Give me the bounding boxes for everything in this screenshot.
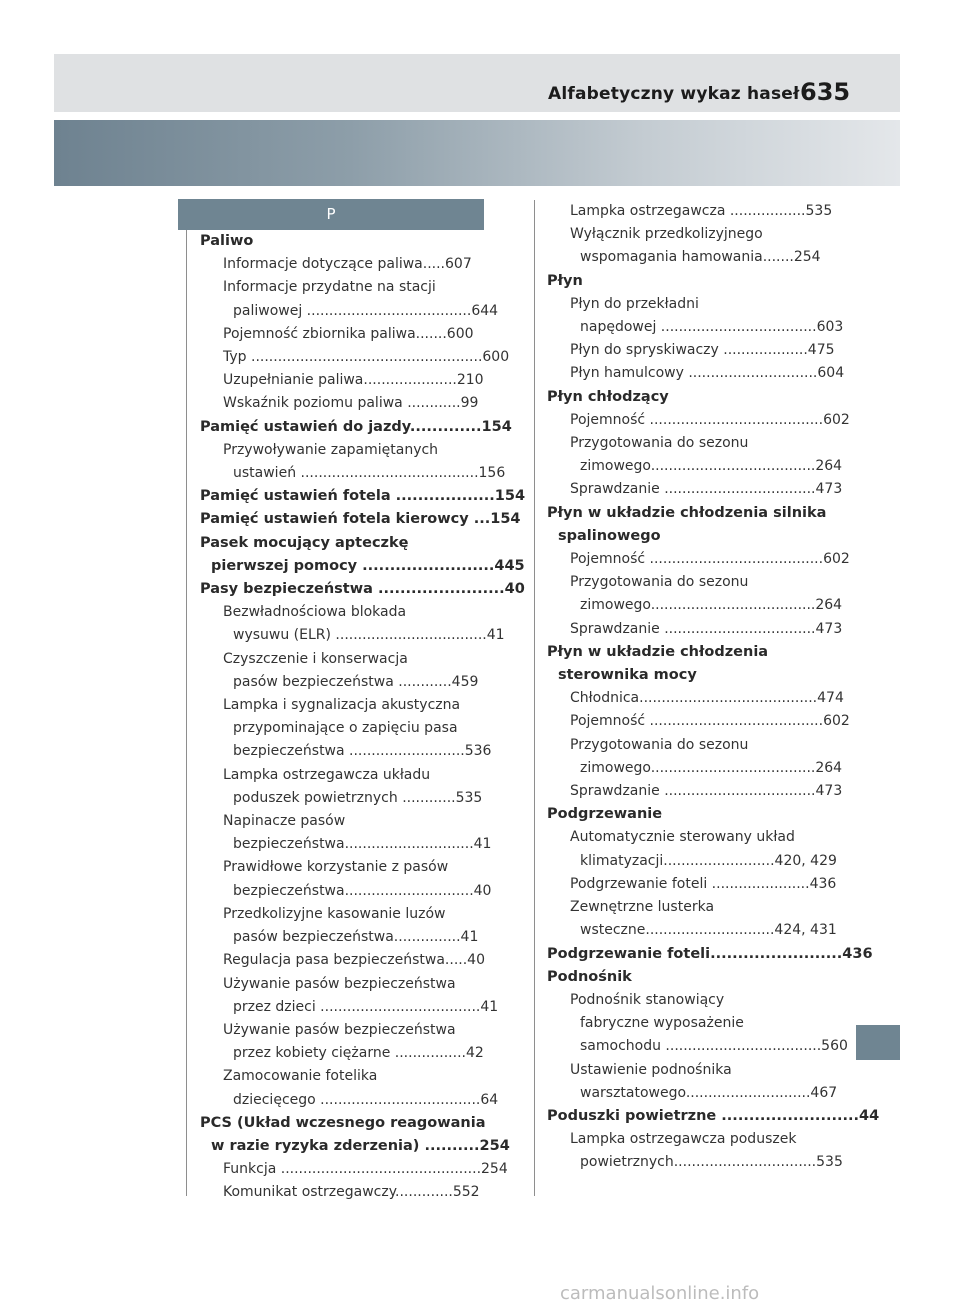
index-entry-main: Pamięć ustawień fotela kierowcy ...154 xyxy=(200,511,521,528)
index-entry-sub: Płyn hamulcowy .............................604 xyxy=(570,365,845,382)
index-entry-main: Podgrzewanie foteli........................436 xyxy=(547,945,873,962)
index-entry-sub: Przygotowania do sezonu xyxy=(570,736,749,753)
index-entry-sub: Pojemność .......................................602 xyxy=(570,411,850,428)
index-entry-sub: Prawidłowe korzystanie z pasów xyxy=(223,859,449,876)
index-entry-sub: Sprawdzanie ..................................473 xyxy=(570,783,843,800)
index-entry-sub: Czyszczenie i konserwacja xyxy=(223,650,408,667)
page-header-title: Alfabetyczny wykaz haseł xyxy=(548,84,800,104)
index-entry-sub: Pojemność zbiornika paliwa.......600 xyxy=(223,325,474,342)
index-entry-sub: dziecięcego ....................................64 xyxy=(233,1091,499,1108)
index-entry-main: Poduszki powietrzne .........................44 xyxy=(547,1107,880,1124)
index-entry-sub: Chłodnica........................................474 xyxy=(570,690,844,707)
index-entry-sub: Zewnętrzne lusterka xyxy=(570,899,715,916)
index-entry-main: Pamięć ustawień fotela ..................154 xyxy=(200,488,526,505)
index-entry-sub: przypominające o zapięciu pasa xyxy=(233,720,458,737)
index-entry-sub: Używanie pasów bezpieczeństwa xyxy=(223,1021,456,1038)
index-entry-main: w razie ryzyka zderzenia) ..........254 xyxy=(211,1137,510,1154)
right-column-rule xyxy=(534,200,535,1196)
index-entry-sub: zimowego.....................................264 xyxy=(580,597,843,614)
index-entry-sub: poduszek powietrznych ............535 xyxy=(233,789,483,806)
index-entry-sub: wspomagania hamowania.......254 xyxy=(580,249,821,266)
index-entry-sub: Przygotowania do sezonu xyxy=(570,435,749,452)
index-entry-sub: wysuwu (ELR) ..................................41 xyxy=(233,627,505,644)
index-entry-main: Pasy bezpieczeństwa .......................40 xyxy=(200,581,525,598)
index-entry-sub: Sprawdzanie ..................................473 xyxy=(570,481,843,498)
index-entry-sub: zimowego.....................................264 xyxy=(580,458,843,475)
index-entry-sub: Komunikat ostrzegawczy.............552 xyxy=(223,1184,480,1201)
watermark: carmanualsonline.info xyxy=(560,1283,760,1304)
index-entry-sub: Wskaźnik poziomu paliwa ............99 xyxy=(223,395,479,412)
index-entry-sub: Lampka i sygnalizacja akustyczna xyxy=(223,697,461,714)
index-entry-main: Pamięć ustawień do jazdy.............154 xyxy=(200,418,512,435)
index-entry-main: Podnośnik xyxy=(547,968,632,985)
index-entry-main: pierwszej pomocy ........................445 xyxy=(211,557,525,574)
chapter-side-tab xyxy=(856,1025,900,1060)
index-entry-main: Pasek mocujący apteczkę xyxy=(200,534,409,551)
index-column-left xyxy=(200,230,526,1205)
index-entry-main: Płyn xyxy=(547,272,583,289)
index-entry-sub: samochodu ...................................560 xyxy=(580,1038,848,1055)
index-entry-sub: bezpieczeństwa ..........................536 xyxy=(233,743,492,760)
page-number: 635 xyxy=(800,78,851,106)
index-entry-sub: Przygotowania do sezonu xyxy=(570,574,749,591)
index-entry-sub: przez dzieci ....................................41 xyxy=(233,998,499,1015)
index-entry-sub: Używanie pasów bezpieczeństwa xyxy=(223,975,456,992)
index-entry-sub: klimatyzacji.........................420, 429 xyxy=(580,852,837,869)
index-entry-sub: Pojemność .......................................602 xyxy=(570,551,850,568)
index-entry-main: Płyn w układzie chłodzenia silnika xyxy=(547,504,827,521)
index-entry-sub: fabryczne wyposażenie xyxy=(580,1015,744,1032)
index-entry-sub: Płyn do spryskiwaczy ...................475 xyxy=(570,342,835,359)
index-entry-sub: pasów bezpieczeństwa ............459 xyxy=(233,673,479,690)
index-entry-sub: bezpieczeństwa.............................40 xyxy=(233,882,492,899)
index-entry-sub: Przywoływanie zapamiętanych xyxy=(223,441,439,458)
index-entry-sub: Funkcja .............................................254 xyxy=(223,1161,508,1178)
index-entry-sub: Bezwładnościowa blokada xyxy=(223,604,407,621)
index-entry-sub: wsteczne.............................424, 431 xyxy=(580,922,837,939)
left-column-rule xyxy=(186,230,187,1196)
index-entry-sub: Pojemność .......................................602 xyxy=(570,713,850,730)
index-entry-sub: Zamocowanie fotelika xyxy=(223,1068,378,1085)
index-entry-sub: Typ ....................................................600 xyxy=(223,349,510,366)
index-entry-sub: pasów bezpieczeństwa...............41 xyxy=(233,929,479,946)
index-entry-sub: powietrznych................................535 xyxy=(580,1154,843,1171)
index-entry-sub: Regulacja pasa bezpieczeństwa.....40 xyxy=(223,952,485,969)
index-entry-sub: Lampka ostrzegawcza .................535 xyxy=(570,203,833,219)
index-entry-sub: ustawień ........................................156 xyxy=(233,465,506,482)
index-entry-sub: Informacje dotyczące paliwa.....607 xyxy=(223,256,472,273)
index-entry-sub: zimowego.....................................264 xyxy=(580,759,843,776)
decorative-gradient-band xyxy=(54,120,900,186)
index-entry-sub: paliwowej .....................................644 xyxy=(233,302,499,319)
index-entry-main: spalinowego xyxy=(558,527,661,544)
index-entry-main: Podgrzewanie xyxy=(547,806,663,823)
index-entry-sub: Wyłącznik przedkolizyjnego xyxy=(570,226,763,243)
index-entry-sub: napędowej ...................................603 xyxy=(580,319,844,336)
index-entry-sub: Sprawdzanie ..................................473 xyxy=(570,620,843,637)
index-entry-sub: Lampka ostrzegawcza poduszek xyxy=(570,1131,797,1148)
index-entry-main: Płyn w układzie chłodzenia xyxy=(547,643,769,660)
index-entry-sub: Podnośnik stanowiący xyxy=(570,991,725,1008)
index-entry-sub: przez kobiety ciężarne ................42 xyxy=(233,1045,484,1062)
section-letter-header: P xyxy=(178,199,484,230)
index-entry-sub: warsztatowego............................467 xyxy=(580,1084,838,1101)
index-entry-main: Płyn chłodzący xyxy=(547,388,669,405)
index-entry-main: sterownika mocy xyxy=(558,667,697,684)
index-entry-main: PCS (Układ wczesnego reagowania xyxy=(200,1114,486,1131)
index-entry-sub: Przedkolizyjne kasowanie luzów xyxy=(223,905,446,922)
index-entry-sub: Napinacze pasów xyxy=(223,813,346,830)
index-entry-sub: Lampka ostrzegawcza układu xyxy=(223,766,431,783)
index-entry-sub: Informacje przydatne na stacji xyxy=(223,279,436,296)
index-entry-sub: Ustawienie podnośnika xyxy=(570,1061,732,1078)
index-column-right xyxy=(547,200,880,1175)
index-entry-sub: Automatycznie sterowany układ xyxy=(570,829,795,846)
index-entry-sub: Płyn do przekładni xyxy=(570,295,699,312)
index-entry-main: Paliwo xyxy=(200,233,254,249)
index-entry-sub: Uzupełnianie paliwa.....................210 xyxy=(223,372,484,389)
index-entry-sub: bezpieczeństwa.............................41 xyxy=(233,836,492,853)
index-entry-sub: Podgrzewanie foteli ......................436 xyxy=(570,875,837,892)
